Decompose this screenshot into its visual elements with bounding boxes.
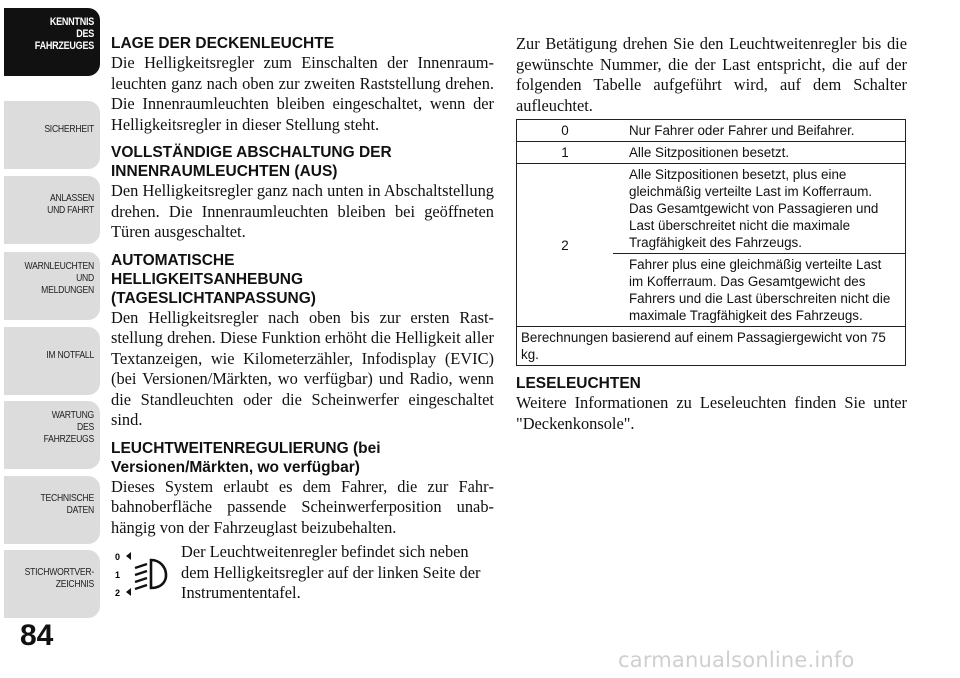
watermark: carmanualsonline.info (618, 648, 855, 672)
tab-label: WARTUNG DES FAHRZEUGS (43, 409, 94, 445)
table-row (517, 327, 906, 366)
tab-label: IM NOTFALL (46, 349, 94, 361)
icon-paragraph-text: Der Leuchtweitenregler befindet sich neben dem Helligkeitsregler auf der linken Seite der Instrumententafel. (181, 542, 481, 602)
tab-sicherheit[interactable] (4, 101, 100, 169)
section-heading: AUTOMATISCHE HELLIGKEITSANHEBUNG (TAGESLICHTANPASSUNG) (111, 251, 316, 307)
section-text: Zur Betätigung drehen Sie den Leuchtweitenregler bis die gewünschte Nummer, die der Last entspricht, die auf der folgenden Tabelle aufgeführt wird, auf dem Schalter aufleuchtet. (516, 34, 907, 115)
section-text: Den Helligkeitsregler nach oben bis zur ersten Raststellung drehen. Diese Funktion erhöht die Helligkeit aller Textanzeigen, wie Kilometerzähler, Infodisplay (EVIC) (bei Versionen/Märkten, wo verfügbar) und Radio, wenn die Standleuchten oder die Scheinwerfer eingeschaltet sind. (111, 307, 494, 429)
tab-warnleuchten-und-meldungen[interactable] (4, 252, 100, 320)
tab-wartung-des-fahrzeugs[interactable] (4, 401, 100, 469)
table-cell-text: Alle Sitzpositionen besetzt. (613, 142, 906, 164)
icon-label-0: 0 (115, 552, 121, 562)
table-cell-num: 2 (517, 164, 614, 327)
tab-im-notfall[interactable] (4, 327, 100, 395)
tab-label: SICHERHEIT (44, 123, 94, 135)
section-heading: LESELEUCHTEN (516, 375, 641, 392)
tab-label: ANLASSEN UND FAHRT (47, 192, 94, 216)
tab-label: STICHWORTVER- ZEICHNIS (24, 566, 94, 590)
tab-label: WARNLEUCHTEN UND MELDUNGEN (24, 260, 95, 296)
table-cell-text: Fahrer plus eine gleichmäßig verteilte Last im Kofferraum. Das Gesamtgewicht des Fahrers und die Last überschreiten nicht die maximale Tragfähigkeit des Fahrzeugs. (613, 254, 906, 327)
icon-label-2: 2 (115, 588, 121, 598)
section-text: Den Helligkeitsregler ganz nach unten in Abschaltstellung drehen. Die Innenraumleuchten bleiben bei geöffneten Türen ausgeschaltet. (111, 181, 494, 241)
section-text: Dieses System erlaubt es dem Fahrer, die zur Fahrbahnoberfläche passende Scheinwerferposition unabhängig von der Fahrzeuglast beizubehalten. (111, 476, 494, 537)
left-column (111, 34, 494, 606)
table-row (517, 142, 906, 164)
table-cell-num: 0 (517, 120, 614, 142)
table-cell-num: 1 (517, 142, 614, 164)
section-heading: VOLLSTÄNDIGE ABSCHALTUNG DER INNENRAUMLEUCHTEN (AUS) (111, 144, 392, 180)
section-heading: LEUCHTWEITENREGULIERUNG (bei Versionen/Märkten, wo verfügbar) (111, 439, 381, 476)
tab-technische-daten[interactable] (4, 476, 100, 544)
table-cell-text: Nur Fahrer oder Fahrer und Beifahrer. (613, 120, 906, 142)
section-heading: LAGE DER DECKENLEUCHTE (111, 35, 335, 52)
section-text: Weitere Informationen zu Leseleuchten finden Sie unter "Deckenkonsole". (516, 393, 907, 433)
right-column (516, 34, 907, 442)
tab-kenntnis-des-fahrzeuges[interactable] (4, 8, 100, 76)
tab-stichwortverzeichnis[interactable] (4, 550, 100, 618)
icon-label-1: 1 (115, 570, 121, 580)
load-table (516, 119, 906, 366)
table-cell-text: Alle Sitzpositionen besetzt, plus eine gleichmäßig verteilte Last im Kofferraum. Das Gesamtgewicht von Passagieren und Last überschreitet nicht die maximale Tragfähigkeit des Fahrzeugs. (613, 164, 906, 254)
icon-paragraph (111, 542, 494, 606)
table-row (517, 120, 906, 142)
table-note: Berechnungen basierend auf einem Passagiergewicht von 75 kg. (517, 327, 906, 366)
section-text: Die Helligkeitsregler zum Einschalten der Innenraumleuchten ganz nach oben zur zweiten Raststellung drehen. Die Innenraumleuchten bleiben eingeschaltet, wenn der Helligkeitsregler in dieser Stellung steht. (111, 53, 494, 134)
tab-label: TECHNISCHE DATEN (40, 492, 94, 516)
tab-anlassen-und-fahrt[interactable] (4, 176, 100, 244)
tab-label: KENNTNIS DES FAHRZEUGES (34, 16, 94, 52)
page-number: 84 (20, 619, 54, 652)
headlamp-leveling-icon (111, 546, 181, 606)
table-row (517, 164, 906, 254)
